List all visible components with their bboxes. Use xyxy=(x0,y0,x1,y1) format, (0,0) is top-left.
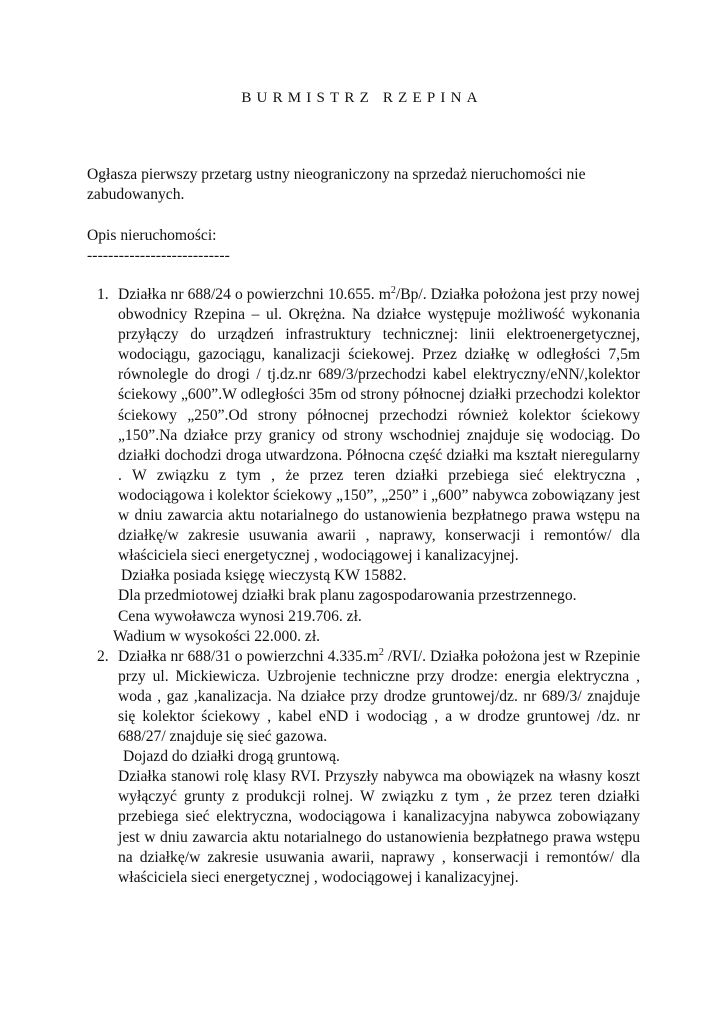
description-text: Działka nr 688/31 o powierzchni 4.335.m xyxy=(118,647,379,665)
property-obligations: Działka stanowi rolę klasy RVI. Przyszły nabywca ma obowiązek na własny koszt wyłączyć grunty z produkcji rolnej. W związku z tym , że przez teren działki przebiega sieć elektryczna, wodociągowa i kanalizacyjna nabywca zobowiązany jest w dniu zawarcia aktu notarialnego do ustanowienia bezpłatnego prawa wstępu na działkę/w zakresie usuwania awarii, naprawy , konserwacji i remontów/ dla właściciela sieci energetycznej , wodociągowej i kanalizacyjnej. xyxy=(118,768,640,886)
land-register-note: Działka posiada księgę wieczystą KW 15882. xyxy=(121,567,407,585)
description-label: Opis nieruchomości: xyxy=(87,227,217,244)
separator-line: --------------------------- xyxy=(87,247,230,264)
access-note: Dojazd do działki drogą gruntową. xyxy=(123,748,340,766)
announcement-intro: Ogłasza pierwszy przetarg ustny nieograniczony na sprzedaż nieruchomości nie zabudowanych. xyxy=(87,166,586,204)
zoning-note: Dla przedmiotowej działki brak planu zagospodarowania przestrzennego. xyxy=(118,587,577,605)
item-number: 1. xyxy=(97,286,109,303)
description-text: Działka nr 688/24 o powierzchni 10.655. m xyxy=(118,286,391,303)
list-item xyxy=(87,647,640,888)
property-description xyxy=(118,285,640,566)
superscript: 2 xyxy=(390,285,396,296)
property-list xyxy=(87,285,640,888)
description-text: /RVI/. Działka położona jest w Rzepinie przy ul. Mickiewicza. Uzbrojenie techniczne przy drodze: energia elektryczna , woda , gaz ,kanalizacja. Na działce przy drodze gruntowej/dz. nr 689/3/ znajduje się kolektor ściekowy , kabel eND i wodociąg , a w drodze gruntowej /dz. nr 688/27/ znajduje się sieć gazowa. xyxy=(118,647,640,746)
superscript: 2 xyxy=(378,646,384,658)
list-item xyxy=(87,285,640,647)
item-number: 2. xyxy=(97,647,109,665)
starting-price: Cena wywoławcza wynosi 219.706. zł. xyxy=(118,607,362,625)
property-description xyxy=(118,647,640,747)
deposit-amount: Wadium w wysokości 22.000. zł. xyxy=(113,627,321,645)
description-text: /Bp/. Działka położona jest przy nowej obwodnicy Rzepina – ul. Okrężna. Na działce występuje możliwość wykonania przyłączy do urządzeń infrastruktury technicznej: linii elektroenergetycznej, wodociągu, gazociągu, kanalizacji ściekowej. Przez działkę w odległości 7,5m równolegle do drogi / tj.dz.nr 689/3/przechodzi kabel elektryczny/eNN/,kolektor ściekowy „600”.W odległości 35m od strony północnej działki przechodzi kolektor ściekowy „250”.Od strony północnej przechodzi również kolektor ściekowy „150”.Na działce przy granicy od strony wschodniej znajduje się wodociąg. Do działki dochodzi droga utwardzona. Północna część działki ma kształt nieregularny . W związku z tym , że przez teren działki przebiega sieć elektryczna , wodociągowa i kolektor ściekowy „150”, „250” i „600” nabywca zobowiązany jest w dniu zawarcia aktu notarialnego do ustanowienia bezpłatnego prawa wstępu na działkę/w zakresie usuwania awarii , naprawy, konserwacji i remontów/ dla właściciela sieci energetycznej , wodociągowej i kanalizacyjnej. xyxy=(118,286,640,565)
page-title: BURMISTRZ RZEPINA xyxy=(241,90,483,106)
